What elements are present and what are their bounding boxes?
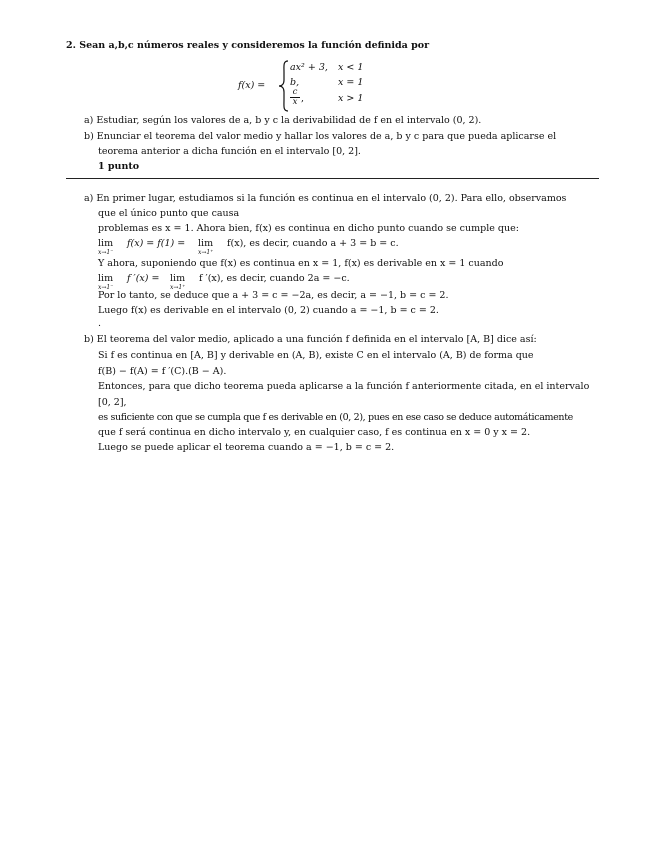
solution-b-line-3: f(B) − f(A) = f ′(C).(B − A).	[98, 366, 227, 377]
function-lhs: f(x) =	[238, 80, 266, 91]
limit-middle-text: f(x) = f(1) =	[127, 238, 186, 249]
solution-b-line-7: que f será continua en dicho intervalo y, en cualquier caso, f es continua en x = 0 y x = 2.	[98, 427, 531, 438]
limit-operator: lim	[170, 273, 186, 284]
limit-subscript: x→1⁻	[98, 249, 114, 256]
limit-middle-text: f ′(x) =	[127, 273, 160, 284]
limit-right	[170, 273, 185, 291]
limit-operator: lim	[98, 238, 114, 249]
solution-a-line-9: .	[98, 318, 102, 329]
piece-cond: x > 1	[338, 93, 364, 104]
limit-subscript: x→1⁺	[170, 284, 186, 291]
piece-cond: x < 1	[338, 62, 364, 73]
limit-operator: lim	[198, 238, 214, 249]
piecewise-function	[238, 60, 418, 112]
limit-left	[98, 238, 113, 256]
limit-subscript: x→1⁺	[198, 249, 214, 256]
piece-suffix: ,	[301, 93, 305, 104]
section-divider	[66, 178, 599, 179]
limit-subscript: x→1⁻	[98, 284, 114, 291]
limit-right	[198, 238, 213, 256]
points-label: 1 punto	[98, 161, 140, 172]
limit-operator: lim	[98, 273, 114, 284]
solution-a-line-8: Luego f(x) es derivable en el intervalo (0, 2) cuando a = −1, b = c = 2.	[98, 305, 439, 316]
solution-b-line-1: b) El teorema del valor medio, aplicado a una función f definida en el intervalo [A, B] dice así:	[84, 334, 537, 345]
solution-b-line-4: Entonces, para que dicho teorema pueda aplicarse a la función f anteriormente citada, en el intervalo	[98, 381, 590, 392]
part-a-statement: a) Estudiar, según los valores de a, b y c la derivabilidad de f en el intervalo (0, 2).	[84, 115, 482, 126]
solution-b-line-6: es suficiente con que se cumpla que f es derivable en (0, 2), pues en ese caso se deduce automáticamente	[98, 412, 573, 423]
problem-heading: 2. Sean a,b,c números reales y consideremos la función definida por	[66, 40, 430, 51]
fraction-numerator: c	[290, 88, 300, 98]
solution-a-line-5: Y ahora, suponiendo que f(x) es continua en x = 1, f(x) es derivable en x = 1 cuando	[98, 258, 504, 269]
limit-end-text: f ′(x), es decir, cuando 2a = −c.	[199, 273, 350, 284]
solution-b-line-8: Luego se puede aplicar el teorema cuando a = −1, b = c = 2.	[98, 442, 395, 453]
solution-b-line-5: [0, 2],	[98, 397, 127, 408]
limit-left	[98, 273, 113, 291]
solution-b-line-2: Si f es continua en [A, B] y derivable en (A, B), existe C en el intervalo (A, B) de forma que	[98, 350, 534, 361]
piece-cond: x = 1	[338, 77, 364, 88]
piece-expr: b,	[290, 77, 300, 88]
fraction-c-over-x	[290, 88, 300, 107]
solution-a-line-1: a) En primer lugar, estudiamos si la función es continua en el intervalo (0, 2). Para ello, observamos	[84, 193, 567, 204]
solution-a-line-3: problemas es x = 1. Ahora bien, f(x) es continua en dicho punto cuando se cumple que:	[98, 223, 519, 234]
part-b-statement-1: b) Enunciar el teorema del valor medio y hallar los valores de a, b y c para que pueda aplicarse el	[84, 131, 557, 142]
solution-a-line-7: Por lo tanto, se deduce que a + 3 = c = −2a, es decir, a = −1, b = c = 2.	[98, 290, 449, 301]
fraction-denominator: x	[292, 97, 298, 107]
part-b-statement-2: teorema anterior a dicha función en el intervalo [0, 2].	[98, 146, 361, 157]
piece-expr: ax² + 3,	[290, 62, 328, 73]
solution-a-line-2: que el único punto que causa	[98, 208, 240, 219]
left-brace-icon	[278, 60, 290, 112]
limit-end-text: f(x), es decir, cuando a + 3 = b = c.	[227, 238, 399, 249]
